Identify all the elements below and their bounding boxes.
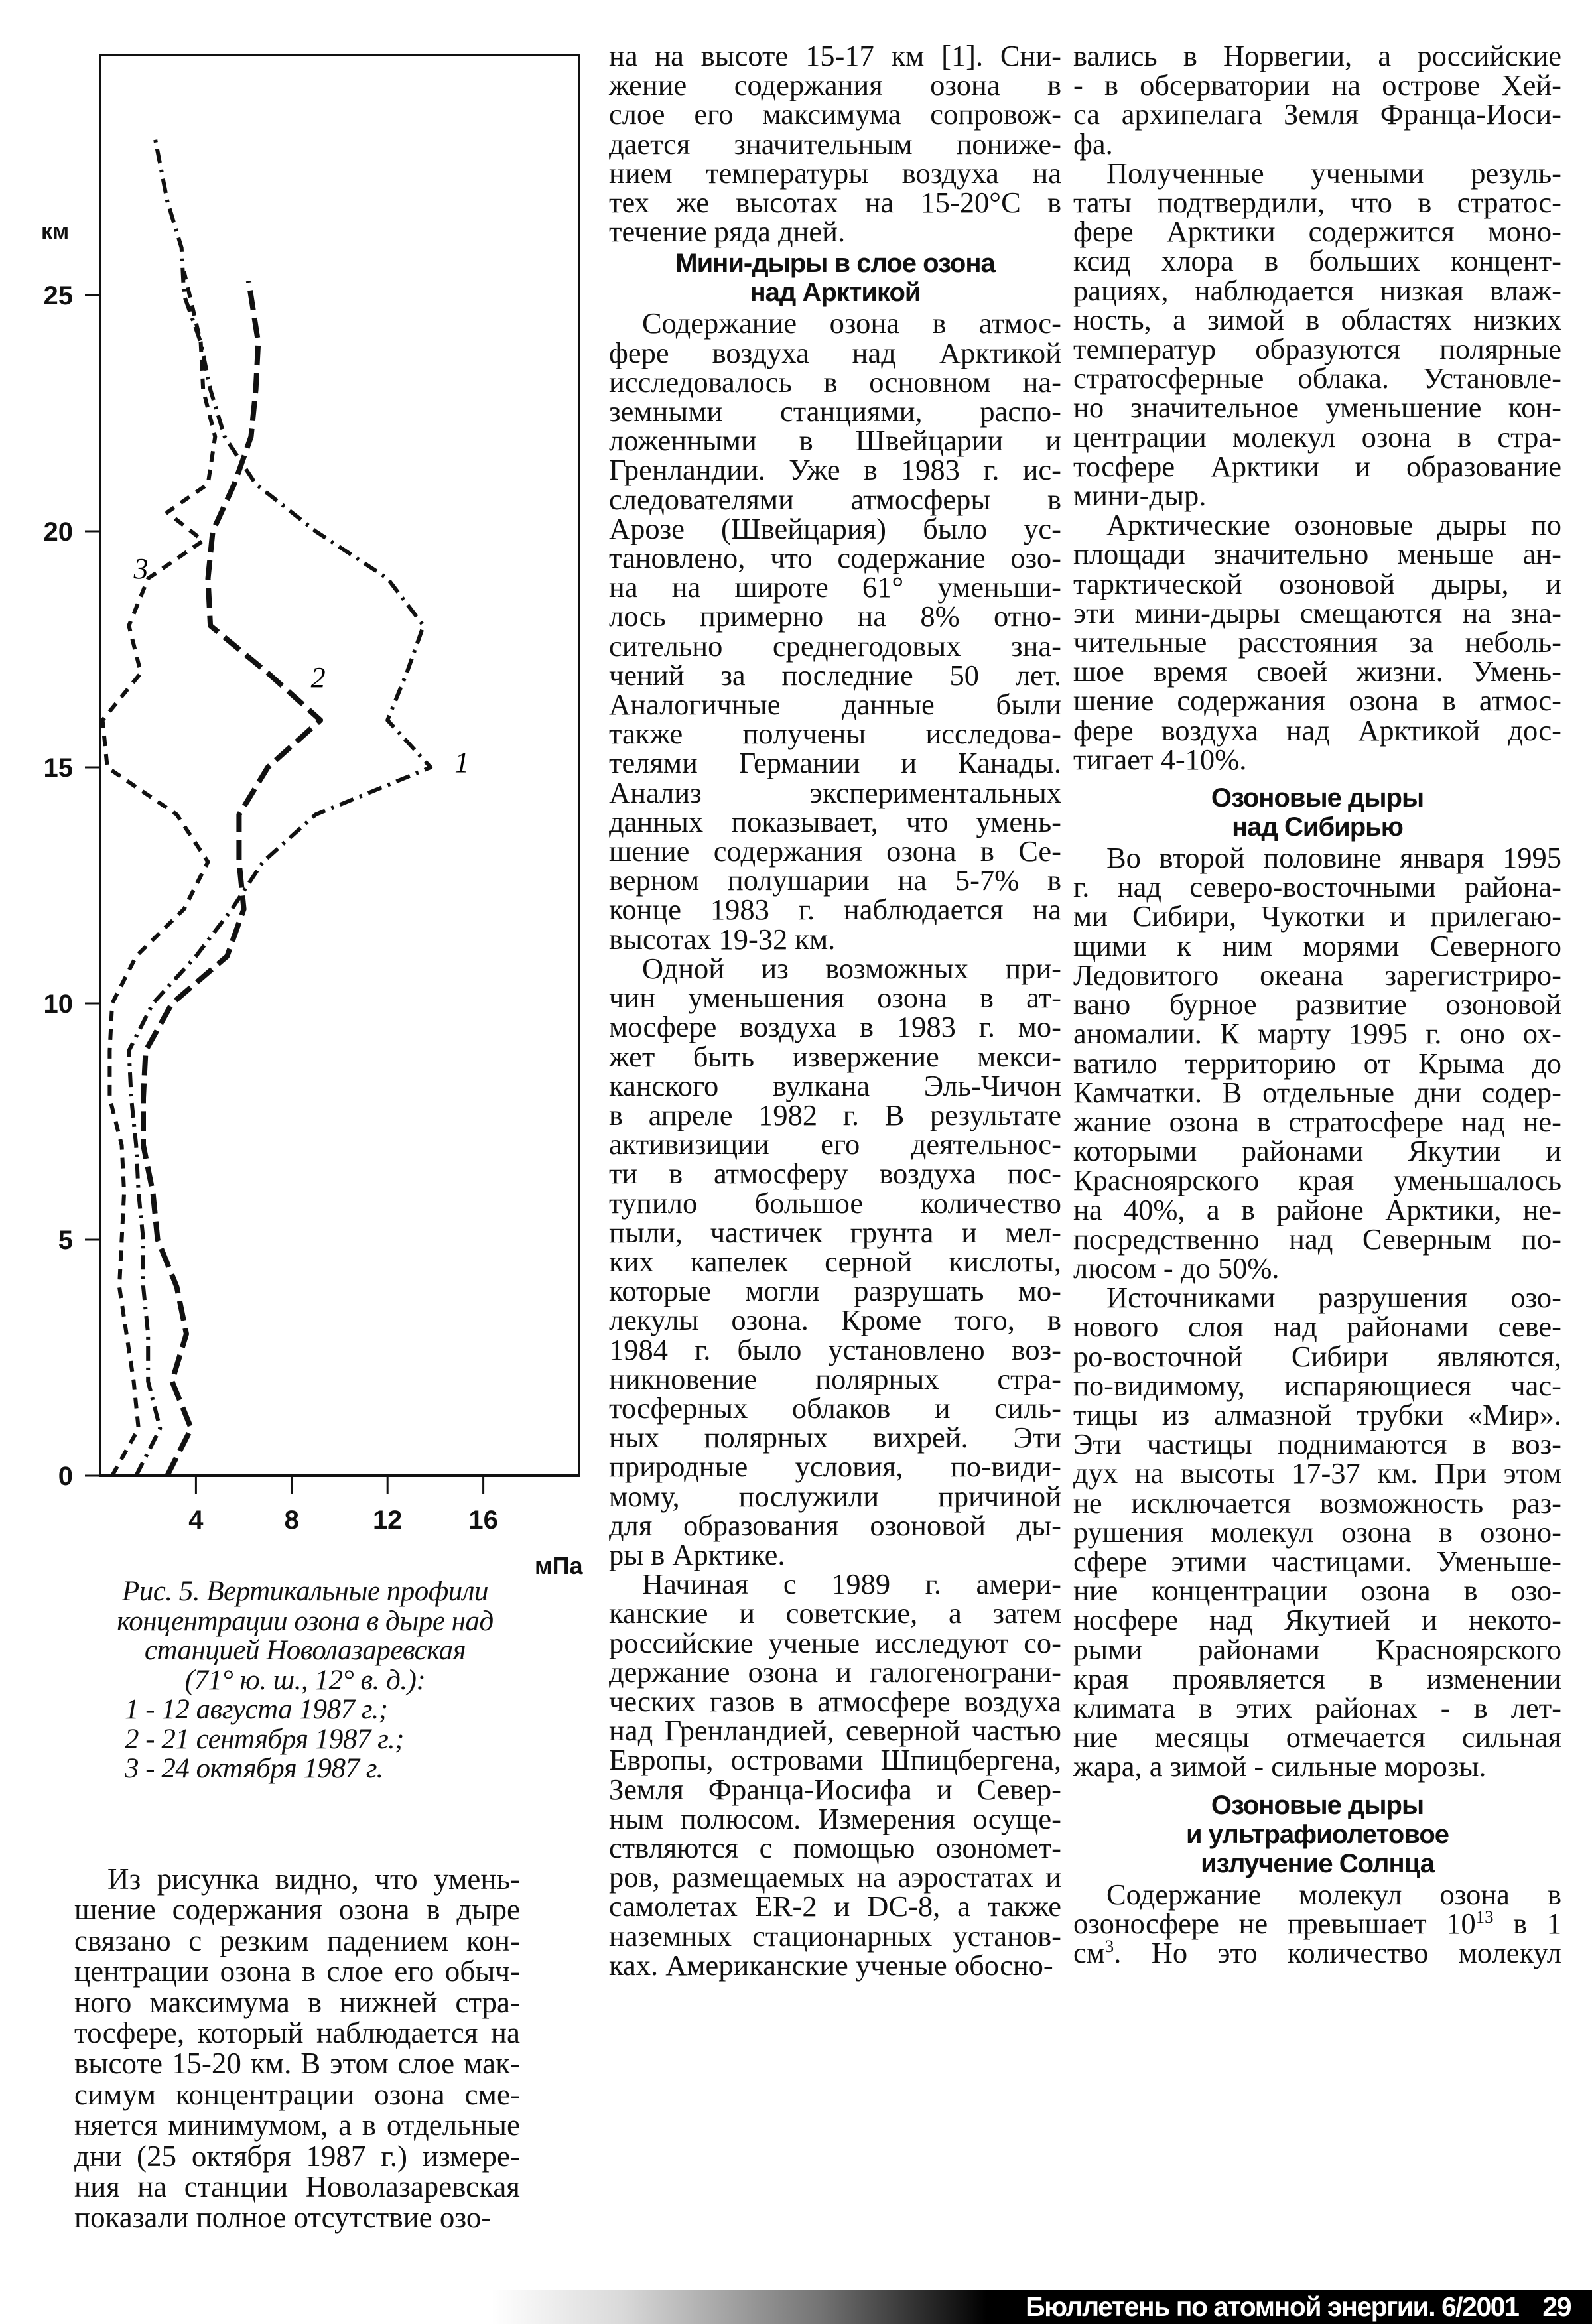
paragraph [609, 39, 1061, 249]
y-tick-label: 20 [43, 517, 73, 547]
text-line: нового слоя над районами севе- [1073, 1310, 1561, 1344]
text-line: ческих газов в атмосфере воздуха [609, 1684, 1061, 1718]
text-line: Арктические озоновые дыры по [1106, 508, 1561, 542]
text-line: активизиции его деятельнос- [609, 1128, 1061, 1161]
legend-entry-2: 2 - 21 сентября 1987 г.; [125, 1723, 404, 1755]
text-line: ние концентрации озона в озо- [1073, 1574, 1561, 1608]
profile-curves [103, 139, 431, 1476]
plot-frame [100, 55, 579, 1476]
text-line: ми Сибири, Чукотки и прилегаю- [1073, 899, 1561, 933]
text-line: щими к ним морями Северного [1073, 929, 1561, 962]
text-line: тосфере, который наблюдается на [74, 2016, 520, 2050]
text-line: природные условия, по-види- [609, 1450, 1061, 1484]
text-fragment: в 1 [1493, 1906, 1561, 1940]
text-line: канские и советские, а затем [609, 1596, 1061, 1630]
text-line: ких капелек серной кислоты, [609, 1244, 1061, 1278]
text-line: Земля Франца-Иосифа и Север- [609, 1772, 1061, 1806]
paragraph [1073, 1877, 1561, 1969]
text-line: связано с резким падением кон- [74, 1923, 520, 1957]
text-line: дни (25 октября 1987 г.) измере- [74, 2139, 520, 2173]
y-tick-label: 15 [43, 753, 73, 783]
x-tick-label: 4 [188, 1506, 204, 1535]
text-line [1073, 1935, 1561, 1969]
text-line: края проявляется в изменении [1073, 1661, 1561, 1695]
heading-line: Озоновые дыры [1211, 783, 1424, 813]
text-line: не исключается возможность раз- [1073, 1486, 1561, 1519]
text-line: ния на станции Новолазаревская [74, 2170, 520, 2204]
legend-entry-1: 1 - 12 августа 1987 г.; [125, 1694, 388, 1725]
text-line: ры в Арктике. [609, 1537, 785, 1571]
text-fragment: озоносфере не превышает 10 [1073, 1906, 1476, 1940]
text-line: ложенными в Швейцарии и [609, 424, 1061, 458]
text-line: самолетах ER-2 и DC-8, а также [609, 1890, 1061, 1923]
text-line: - в обсерватории на острове Хей- [1073, 68, 1561, 102]
text-line: рыми районами Красноярского [1073, 1632, 1561, 1666]
text-line: ность, а зимой в областях низких [1073, 302, 1561, 336]
text-line: шое время своей жизни. Умень- [1073, 655, 1561, 688]
paragraph [1073, 41, 1561, 159]
text-line: Полученные учеными резуль- [1106, 156, 1561, 190]
text-line: мини-дыр. [1073, 479, 1207, 513]
figure-ozone-profiles [0, 0, 597, 1579]
x-tick-label: 16 [468, 1506, 498, 1535]
text-line: тановлено, что содержание озо- [609, 541, 1061, 575]
paragraph [609, 1569, 1061, 1980]
text-line: тех же высотах на 15-20°С в [609, 186, 1061, 220]
text-line: слое его максимума сопровож- [609, 97, 1061, 131]
legend-entry-3: 3 - 24 октября 1987 г. [125, 1753, 383, 1784]
text-line: ным полюсом. Измерения осуще- [609, 1801, 1061, 1835]
x-tick-label: 8 [284, 1506, 299, 1535]
text-line: на на высоте 15-17 км [1]. Сни- [609, 39, 1061, 72]
text-line: мосфере воздуха в 1983 г. мо- [609, 1010, 1061, 1044]
text-line: Анализ экспериментальных [609, 775, 1061, 809]
text-line: Источниками разрушения озо- [1106, 1281, 1561, 1315]
footer-text [1026, 2291, 1571, 2323]
right-column [1073, 41, 1561, 1967]
text-line: стратосферные облака. Установле- [1073, 361, 1561, 395]
curve-labels [133, 552, 470, 779]
paragraph [1073, 510, 1561, 774]
text-line: над Гренландией, северной частью [609, 1714, 1061, 1748]
x-axis-ticks [188, 1476, 498, 1535]
text-line: но значительное уменьшение кон- [1073, 391, 1561, 424]
text-line: ксид хлора в больших концент- [1073, 244, 1561, 278]
text-line: которые могли разрушать мо- [609, 1274, 1061, 1308]
y-tick-label: 10 [43, 990, 73, 1019]
text-line: носфере над Якутией и некото- [1073, 1603, 1561, 1637]
journal-title: Бюллетень по атомной энергии. 6/2001 [1026, 2292, 1519, 2322]
text-line: Одной из возможных при- [642, 951, 1061, 985]
text-line: жание озона в стратосфере над не- [1073, 1104, 1561, 1138]
text-line: тосфере Арктики и образование [1073, 449, 1561, 483]
text-line: на 40%, а в районе Арктики, не- [1073, 1193, 1561, 1226]
text-line: Во второй половине января 1995 [1106, 841, 1561, 875]
text-line: пыли, частичек грунта и мел- [609, 1215, 1061, 1249]
text-line: мому, послужили причиной [609, 1479, 1061, 1513]
text-line: чений за последние 50 лет. [609, 658, 1061, 692]
text-line: ках. Американские ученые обосно- [609, 1948, 1053, 1982]
figure-caption [66, 1577, 544, 1784]
text-line: течение ряда дней. [609, 215, 846, 249]
heading-line: Озоновые дыры [1211, 1790, 1424, 1820]
text-line: высоте 15-20 км. В этом слое мак- [74, 2047, 520, 2081]
curve-label-3: 3 [133, 552, 149, 586]
text-line: симум концентрации озона сме- [74, 2077, 520, 2111]
text-line: центрации молекул озона в стра- [1073, 420, 1561, 454]
text-line: показали полное отсутствие озо- [74, 2201, 492, 2234]
text-line: конце 1983 г. наблюдается на [609, 893, 1061, 927]
text-line: также получены исследова- [609, 717, 1061, 751]
text-line: следователями атмосферы в [609, 482, 1061, 516]
ozone-profile-chart [0, 0, 597, 1579]
text-line [1073, 1906, 1561, 1940]
paragraph [1073, 156, 1561, 513]
paragraph [609, 306, 1061, 956]
text-line: вано бурное развитие озоновой [1073, 988, 1561, 1021]
text-line: тицы из алмазной трубки «Мир». [1073, 1397, 1561, 1431]
text-line: сфере этими частицами. Уменьше- [1073, 1544, 1561, 1578]
text-line: климата в этих районах - в лет- [1073, 1691, 1561, 1724]
x-axis-unit: мПа [535, 1552, 583, 1579]
text-line: наземных стационарных установ- [609, 1919, 1061, 1953]
text-line: фере воздуха над Арктикой дос- [1073, 713, 1561, 747]
text-line: никновение полярных стра- [609, 1362, 1061, 1395]
text-line: фере Арктики содержится моно- [1073, 215, 1561, 249]
text-line: в апреле 1982 г. В результате [609, 1098, 1061, 1131]
text-line: Красноярского края уменьшалось [1073, 1163, 1561, 1197]
section-heading-siberia [1073, 783, 1561, 842]
text-line: Камчатки. В отдельные дни содер- [1073, 1075, 1561, 1109]
text-line: Содержание озона в атмос- [642, 306, 1061, 340]
superscript: 3 [1104, 1936, 1114, 1957]
text-line: телями Германии и Канады. [609, 746, 1061, 780]
heading-line: над Арктикой [750, 278, 921, 308]
profile-curve-3 [103, 271, 216, 1476]
text-line: вались в Норвегии, а российские [1073, 39, 1561, 72]
y-tick-label: 5 [58, 1226, 73, 1255]
text-line: Эти частицы поднимаются в воз- [1073, 1427, 1561, 1461]
text-fragment: . Но это количество молекул [1114, 1935, 1561, 1969]
caption-line: концентрации озона в дыре над [117, 1605, 494, 1637]
text-line: которыми районами Якутии и [1073, 1134, 1561, 1168]
y-axis-unit: км [41, 219, 70, 244]
text-line: земными станциями, распо- [609, 395, 1061, 428]
text-line: ствляются с помощью озономет- [609, 1831, 1061, 1864]
text-line: по-видимому, испаряющиеся час- [1073, 1368, 1561, 1402]
text-line: чительные расстояния за неболь- [1073, 625, 1561, 659]
text-line: ро-восточной Сибири являются, [1073, 1339, 1561, 1373]
text-line: чин уменьшения озона в ат- [609, 981, 1061, 1015]
text-line: ние месяцы отмечается сильная [1073, 1720, 1561, 1754]
text-line: площади значительно меньше ан- [1073, 537, 1561, 571]
text-line: нием температуры воздуха на [609, 156, 1061, 190]
text-line: тарктической озоновой дыры, и [1073, 566, 1561, 600]
text-line: Начиная с 1989 г. амери- [642, 1567, 1061, 1601]
text-line: центрации озона в слое его обыч- [74, 1955, 520, 1988]
text-line: аномалии. К марту 1995 г. оно ох- [1073, 1017, 1561, 1051]
text-line: шение содержания озона в дыре [74, 1893, 520, 1927]
text-line: температур образуются полярные [1073, 332, 1561, 366]
text-line: рушения молекул озона в озоно- [1073, 1515, 1561, 1549]
text-line: российские ученые исследуют со- [609, 1626, 1061, 1659]
heading-line: над Сибирью [1232, 812, 1403, 842]
text-line: сительно среднегодовых зна- [609, 629, 1061, 663]
y-axis-ticks [44, 281, 101, 1491]
middle-column [609, 41, 1061, 1980]
text-line: ного максимума в нижней стра- [74, 1985, 520, 2019]
text-line: верном полушарии на 5-7% в [609, 864, 1061, 897]
text-line: рациях, наблюдается низкая влаж- [1073, 273, 1561, 307]
caption-line: (71° ю. ш., 12° в. д.): [184, 1664, 426, 1696]
text-line: дух на высоты 17-37 км. При этом [1073, 1456, 1561, 1490]
text-line: Ледовитого океана зарегистриро- [1073, 958, 1561, 992]
text-line: жение содержания озона в [609, 68, 1061, 102]
text-line: высотах 19-32 км. [609, 922, 836, 956]
text-line: 1984 г. было установлено воз- [609, 1332, 1061, 1366]
text-line: няется минимумом, а в отдельные [74, 2108, 520, 2142]
text-line: держание озона и галогенограни- [609, 1655, 1061, 1689]
text-line: Гренландии. Уже в 1983 г. ис- [609, 453, 1061, 487]
text-fragment: см [1073, 1935, 1105, 1969]
text-line: са архипелага Земля Франца-Иоси- [1073, 97, 1561, 131]
caption-line: Рис. 5. Вертикальные профили [121, 1576, 489, 1607]
curve-label-1: 1 [454, 746, 470, 779]
text-line: данных показывает, что умень- [609, 805, 1061, 838]
caption-line: станцией Новолазаревская [144, 1635, 466, 1666]
text-line: ватило территорию от Крыма до [1073, 1046, 1561, 1080]
profile-curve-2 [143, 281, 320, 1476]
y-tick-label: 25 [43, 281, 73, 310]
text-line: тосферных облаков и силь- [609, 1391, 1061, 1425]
y-tick-label: 0 [58, 1462, 73, 1491]
text-line: лекулы озона. Кроме того, в [609, 1303, 1061, 1337]
text-line: лось примерно на 8% отно- [609, 600, 1061, 633]
text-line: посредственно над Северным по- [1073, 1222, 1561, 1256]
text-line: люсом - до 50%. [1073, 1251, 1280, 1285]
text-line: исследовалось в основном на- [609, 365, 1061, 399]
text-line: дается значительным пониже- [609, 127, 1061, 161]
left-column-body [41, 1864, 520, 2233]
section-heading-uv [1073, 1791, 1561, 1878]
x-tick-label: 12 [372, 1506, 403, 1535]
text-line: г. над северо-восточными района- [1073, 870, 1561, 904]
paragraph [1073, 1283, 1561, 1781]
page-number: 29 [1542, 2292, 1571, 2322]
heading-line: и ультрафиолетовое [1185, 1819, 1449, 1849]
section-heading-mini-holes [609, 249, 1061, 307]
text-line: таты подтвердили, что в стратос- [1073, 186, 1561, 220]
text-line: Содержание молекул озона в [1106, 1877, 1561, 1911]
text-line: тигает 4-10%. [1073, 742, 1247, 776]
heading-line: Мини-дыры в слое озона [675, 249, 995, 279]
superscript: 13 [1475, 1906, 1494, 1927]
page-footer-band [491, 2290, 1592, 2324]
text-line: фере воздуха над Арктикой [609, 336, 1061, 369]
text-line: Арозе (Швейцария) было ус- [609, 511, 1061, 545]
paragraph [1073, 843, 1561, 1283]
text-line: эти мини-дыры смещаются на зна- [1073, 596, 1561, 629]
text-line: для образования озоновой ды- [609, 1508, 1061, 1542]
paragraph [41, 1864, 520, 2233]
text-line: Аналогичные данные были [609, 688, 1061, 722]
text-line: ти в атмосферу воздуха пос- [609, 1157, 1061, 1191]
text-line: шение содержания озона в атмос- [1073, 684, 1561, 718]
text-line: жара, а зимой - сильные морозы. [1073, 1750, 1487, 1783]
paragraph [609, 951, 1061, 1571]
text-line: канского вулкана Эль-Чичон [609, 1068, 1061, 1102]
text-line: фа. [1073, 127, 1113, 161]
text-line: на на широте 61° уменьши- [609, 570, 1061, 604]
curve-label-2: 2 [310, 661, 326, 694]
text-line: ров, размещаемых на аэростатах и [609, 1860, 1061, 1894]
text-line: Из рисунка видно, что умень- [107, 1862, 520, 1896]
heading-line: излучение Солнца [1201, 1848, 1434, 1878]
text-line: тупило большое количество [609, 1186, 1061, 1220]
text-line: ных полярных вихрей. Эти [609, 1421, 1061, 1454]
text-line: шение содержания озона в Се- [609, 834, 1061, 868]
text-line: жет быть извержение мекси- [609, 1039, 1061, 1073]
text-line: Европы, островами Шпицбергена, [609, 1743, 1061, 1777]
